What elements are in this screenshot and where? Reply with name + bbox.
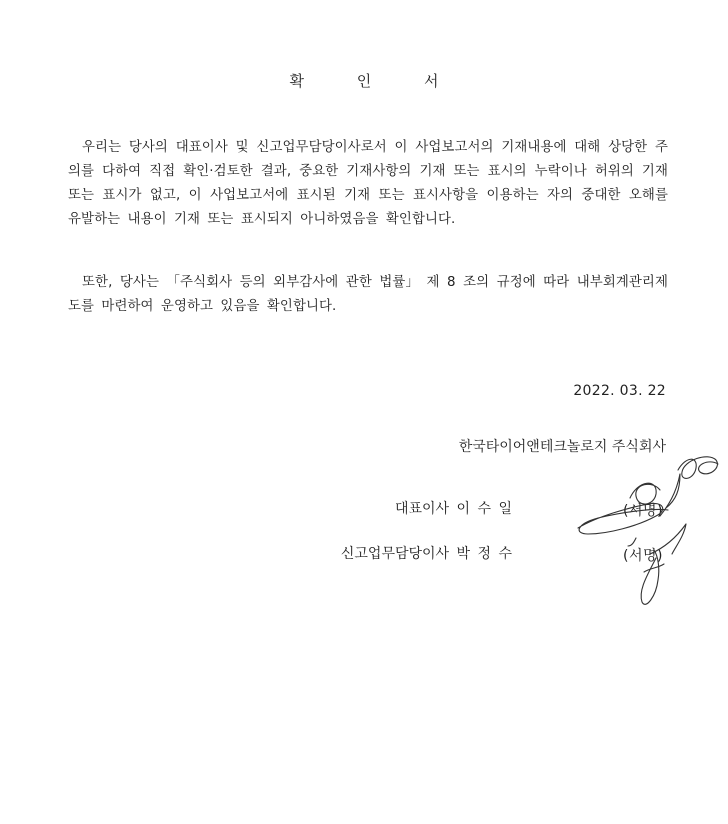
ceo-signature-mark: (서명) xyxy=(623,503,663,519)
reporting-director-name: 신고업무담당이사 박 정 수 xyxy=(340,546,512,562)
internal-control-paragraph xyxy=(68,271,668,319)
reporting-director-signature-mark: (서명) xyxy=(623,548,663,564)
handwritten-signature xyxy=(568,450,728,610)
document-title xyxy=(0,70,728,91)
company-name: 한국타이어앤테크놀로지 주식회사 xyxy=(458,439,666,455)
document-date: 2022. 03. 22 xyxy=(573,383,666,399)
title-char-3: 서 xyxy=(424,72,439,90)
confirmation-paragraph-text: 우리는 당사의 대표이사 및 신고업무담당이사로서 이 사업보고서의 기재내용에 대해 상당한 주의를 다하여 직접 확인·검토한 결과, 중요한 기재사항의 기재 또는 표시의 누락이나 허위의 기재 또는 표시가 없고, 이 사업보고서에 표시된 기재 또는 표시사항을 이용하는 자의 중대한 오해를 유발하는 내용이 기재 또는 표시되지 아니하였음을 확인합니다. xyxy=(68,140,668,227)
title-char-1: 확 xyxy=(289,72,304,90)
ceo-name: 대표이사 이 수 일 xyxy=(394,501,512,517)
confirmation-paragraph xyxy=(68,136,668,232)
internal-control-paragraph-text: 또한, 당사는 「주식회사 등의 외부감사에 관한 법률」 제 8 조의 규정에 따라 내부회계관리제도를 마련하여 운영하고 있음을 확인합니다. xyxy=(68,275,668,314)
title-char-2: 인 xyxy=(356,72,372,90)
